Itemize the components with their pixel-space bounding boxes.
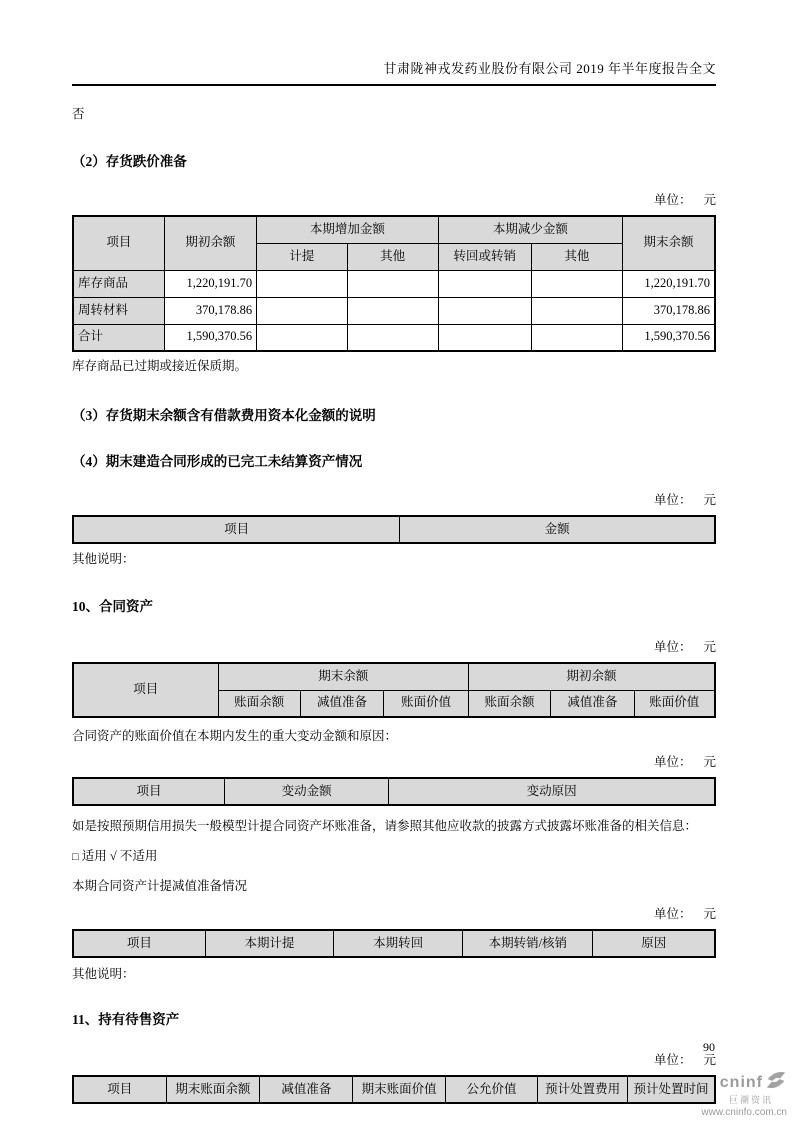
- row-label: 周转材料: [73, 297, 164, 324]
- unit-label: [72, 490, 716, 508]
- provision-note: 本期合同资产计提减值准备情况: [72, 879, 248, 893]
- column-header: 减值准备: [260, 1076, 353, 1103]
- unit-currency: 元: [703, 755, 716, 769]
- other-note: 其他说明：: [72, 967, 135, 981]
- completed-unsettled-assets-table: [72, 515, 716, 544]
- contract-assets-change-table: [72, 777, 716, 806]
- column-header: 期末账面余额: [166, 1076, 260, 1103]
- section-11-heading: 11、持有待售资产: [72, 1012, 180, 1027]
- header-row: [73, 216, 715, 243]
- column-header: 变动原因: [389, 778, 715, 805]
- other-note: 其他说明：: [72, 552, 135, 566]
- column-header: 期初余额: [164, 216, 256, 270]
- column-header: 其他: [347, 243, 438, 270]
- table-row: [73, 270, 715, 297]
- column-header: 预计处置时间: [628, 1076, 715, 1103]
- cell-value: [531, 297, 622, 324]
- column-header: 本期减少金额: [438, 216, 622, 243]
- column-header: 预计处置费用: [538, 1076, 628, 1103]
- contract-assets-table: [72, 662, 716, 718]
- column-header: 转回或转销: [438, 243, 531, 270]
- unit-label: [72, 904, 716, 922]
- cell-value: [531, 324, 622, 351]
- column-header: 公允价值: [445, 1076, 537, 1103]
- cell-value: 370,178.86: [164, 297, 256, 324]
- column-header: 本期转销/核销: [463, 930, 593, 957]
- row-label: 合计: [73, 324, 164, 351]
- table-row: [73, 324, 715, 351]
- column-header: 期初余额: [468, 663, 715, 690]
- cninfo-watermark: [701, 1070, 787, 1118]
- unit-currency: 元: [703, 907, 716, 921]
- column-header: 账面价值: [384, 690, 469, 717]
- column-header: 账面价值: [634, 690, 715, 717]
- unit-label: [72, 637, 716, 655]
- column-header: 项目: [73, 930, 205, 957]
- unit-label-text: 单位：: [653, 755, 692, 769]
- unit-currency: 元: [703, 640, 716, 654]
- cell-value: 1,220,191.70: [623, 270, 716, 297]
- section-10-heading: 10、合同资产: [72, 599, 153, 614]
- header-row: [73, 1076, 715, 1103]
- cell-value: [347, 297, 438, 324]
- unit-label-text: 单位：: [653, 640, 692, 654]
- cell-value: [347, 324, 438, 351]
- section-2-heading: （2）存货跌价准备: [72, 154, 187, 169]
- column-header: 本期转回: [334, 930, 463, 957]
- column-header: 账面余额: [468, 690, 550, 717]
- inventory-depreciation-table: [72, 215, 716, 352]
- unit-label-text: 单位：: [653, 907, 692, 921]
- not-applicable-label: 不适用: [119, 849, 158, 863]
- cninfo-logo-icon: [765, 1070, 787, 1095]
- applicability-line: [72, 846, 716, 864]
- cell-value: [257, 270, 348, 297]
- answer-no-text: 否: [72, 107, 85, 121]
- table-row: [73, 297, 715, 324]
- column-header: 其他: [531, 243, 622, 270]
- cell-value: 1,590,370.56: [623, 324, 716, 351]
- unit-label: [72, 752, 716, 770]
- column-header: 变动金额: [225, 778, 389, 805]
- column-header: 项目: [73, 216, 164, 270]
- section-4-heading: （4）期末建造合同形成的已完工未结算资产情况: [72, 454, 363, 469]
- cninfo-brand-text: cninf: [719, 1073, 763, 1091]
- cell-value: 1,590,370.56: [164, 324, 256, 351]
- inventory-expiry-note: 库存商品已过期或接近保质期。: [72, 359, 248, 373]
- cell-value: [347, 270, 438, 297]
- contract-assets-provision-table: [72, 929, 716, 958]
- unit-currency: 元: [703, 1053, 716, 1067]
- cell-value: [257, 324, 348, 351]
- column-header: 项目: [73, 1076, 166, 1103]
- cell-value: 370,178.86: [623, 297, 716, 324]
- column-header: 期末余额: [218, 663, 468, 690]
- cell-value: [257, 297, 348, 324]
- column-header: 期末余额: [623, 216, 716, 270]
- section-3-heading: （3）存货期末余额含有借款费用资本化金额的说明: [72, 408, 376, 423]
- header-row: [73, 778, 715, 805]
- held-for-sale-assets-table: [72, 1075, 716, 1104]
- header-row: [73, 930, 715, 957]
- applicable-label: 适用: [81, 849, 107, 863]
- column-header: 减值准备: [551, 690, 634, 717]
- column-header: 金额: [400, 516, 715, 543]
- header-row: [73, 516, 715, 543]
- cell-value: [531, 270, 622, 297]
- checkbox-unchecked-icon: □: [72, 851, 79, 863]
- contract-change-note: 合同资产的账面价值在本期内发生的重大变动金额和原因：: [72, 729, 398, 743]
- header-row: [73, 663, 715, 690]
- check-icon: √: [109, 849, 117, 863]
- bad-debt-note: 如是按照预期信用损失一般模型计提合同资产坏账准备，请参照其他应收款的披露方式披露坏账准备的相关信息：: [72, 819, 698, 833]
- column-header: 计提: [257, 243, 348, 270]
- row-label: 库存商品: [73, 270, 164, 297]
- unit-currency: 元: [703, 493, 716, 507]
- unit-label-text: 单位：: [653, 493, 692, 507]
- unit-label-text: 单位：: [653, 193, 692, 207]
- column-header: 项目: [73, 663, 218, 717]
- column-header: 项目: [73, 778, 225, 805]
- column-header: 本期计提: [205, 930, 333, 957]
- column-header: 账面余额: [218, 690, 300, 717]
- column-header: 原因: [593, 930, 715, 957]
- column-header: 本期增加金额: [257, 216, 439, 243]
- unit-currency: 元: [703, 193, 716, 207]
- column-header: 期末账面价值: [353, 1076, 445, 1103]
- unit-label: [72, 1050, 716, 1068]
- page-number: 90: [703, 1040, 715, 1054]
- cell-value: [438, 270, 531, 297]
- column-header: 项目: [73, 516, 400, 543]
- cninfo-url: www.cninfo.com.cn: [701, 1107, 787, 1119]
- cell-value: 1,220,191.70: [164, 270, 256, 297]
- unit-label-text: 单位：: [653, 1053, 692, 1067]
- cell-value: [438, 324, 531, 351]
- cninfo-chinese-name: 巨潮资讯: [728, 1094, 773, 1105]
- report-header-title: 甘肃陇神戎发药业股份有限公司 2019 年半年度报告全文: [72, 58, 716, 86]
- unit-label: [72, 190, 716, 208]
- column-header: 减值准备: [300, 690, 383, 717]
- cell-value: [438, 297, 531, 324]
